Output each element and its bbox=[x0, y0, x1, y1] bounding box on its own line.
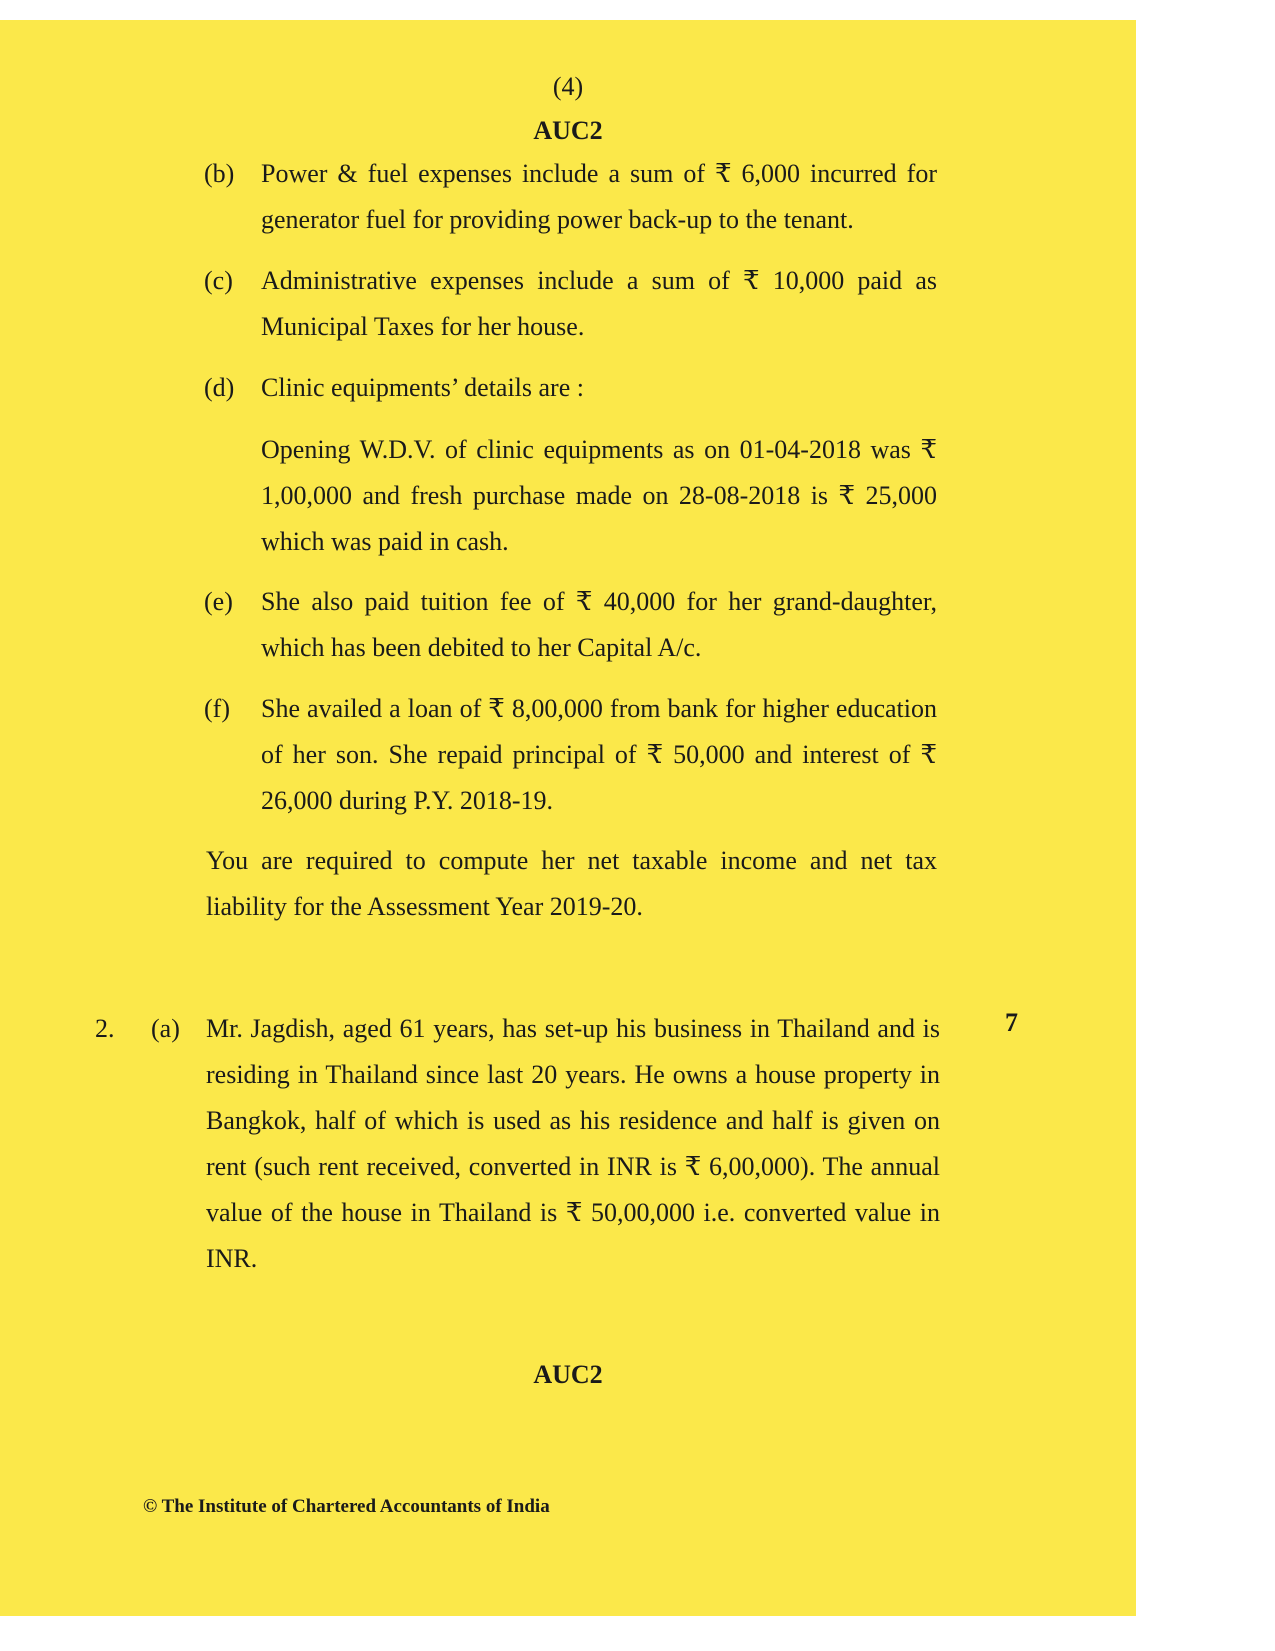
page-number: (4) bbox=[552, 72, 584, 101]
question-number: 2. bbox=[95, 1014, 115, 1043]
page-sheet bbox=[0, 20, 1136, 1616]
question-part-label: (a) bbox=[151, 1014, 180, 1043]
paper-code-top: AUC2 bbox=[533, 116, 603, 145]
item-d-text: Clinic equipments’ details are : bbox=[261, 373, 584, 402]
item-f-text: She availed a loan of ₹ 8,00,000 from bank for higher education of her son. She repaid principal of ₹ 50,000 and interest of ₹ 26,000 during P.Y. 2018-19. bbox=[261, 694, 937, 815]
item-e-label: (e) bbox=[204, 587, 233, 616]
item-d-label: (d) bbox=[204, 373, 235, 402]
question-2a-text: Mr. Jagdish, aged 61 years, has set-up his business in Thailand and is residing in Thailand since last 20 years. He owns a house property in Bangkok, half of which is used as his residence and half is given on rent (such rent received, converted in INR is ₹ 6,00,000). The annual value of the house in Thailand is ₹ 50,00,000 i.e. converted value in INR. bbox=[206, 1014, 940, 1273]
item-b-label: (b) bbox=[204, 159, 235, 188]
item-d-detail: Opening W.D.V. of clinic equipments as on 01-04-2018 was ₹ 1,00,000 and fresh purchase made on 28-08-2018 is ₹ 25,000 which was paid in cash. bbox=[261, 435, 937, 556]
item-c-label: (c) bbox=[204, 266, 233, 295]
item-c-text: Administrative expenses include a sum of ₹ 10,000 paid as Municipal Taxes for her house. bbox=[261, 266, 937, 341]
footer-copyright: © The Institute of Chartered Accountants of India bbox=[143, 1496, 550, 1517]
question-marks: 7 bbox=[1005, 1008, 1018, 1037]
item-b-text: Power & fuel expenses include a sum of ₹ 6,000 incurred for generator fuel for providing power back-up to the tenant. bbox=[261, 159, 937, 234]
item-f-label: (f) bbox=[204, 694, 230, 723]
item-e-text: She also paid tuition fee of ₹ 40,000 for her grand-daughter, which has been debited to her Capital A/c. bbox=[261, 587, 937, 662]
paper-code-bottom: AUC2 bbox=[533, 1360, 603, 1389]
instruction-text: You are required to compute her net taxable income and net tax liability for the Assessment Year 2019-20. bbox=[206, 846, 937, 921]
